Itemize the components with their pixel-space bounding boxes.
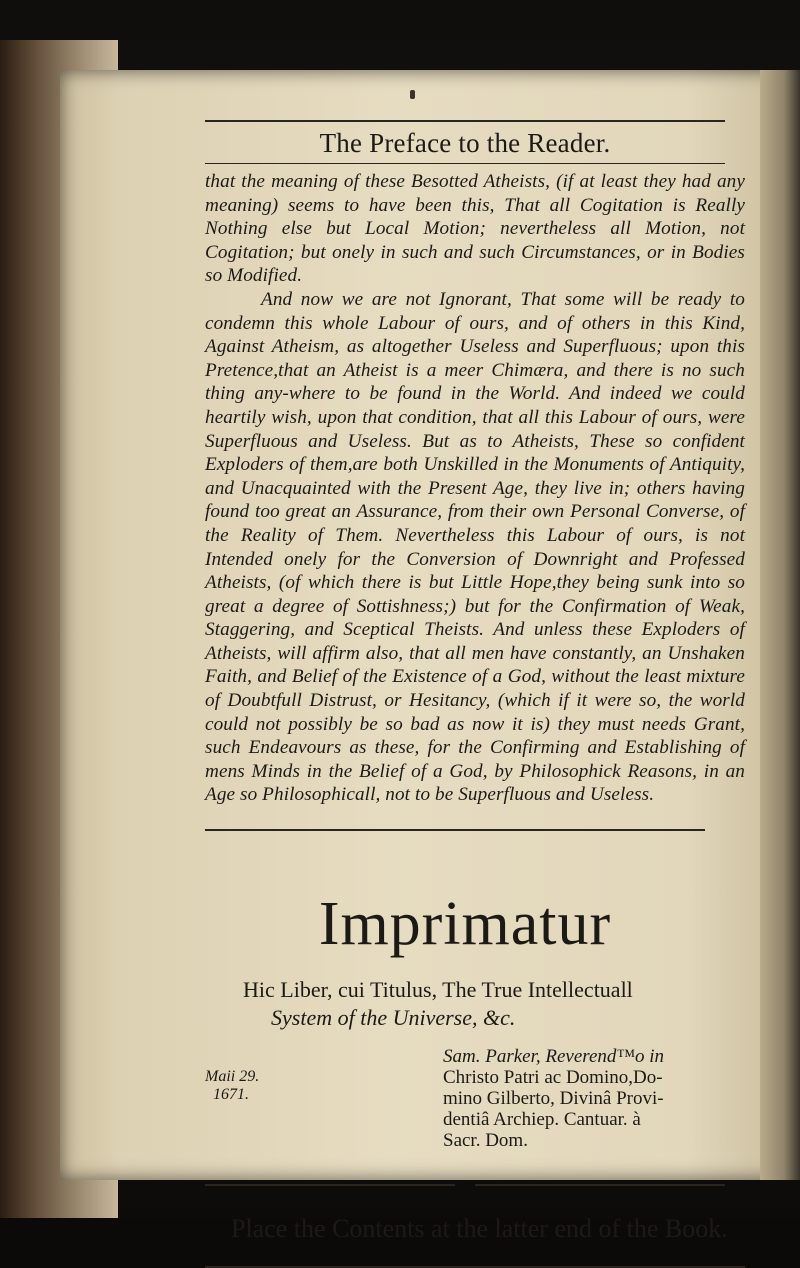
page-mark (410, 90, 415, 99)
preface-text (205, 170, 745, 807)
liber-title (243, 976, 750, 1032)
page-text (205, 120, 750, 1268)
separator-left (205, 1184, 455, 1186)
signer-line-4: dentiâ Archiep. Cantuar. à (443, 1109, 641, 1131)
page-edge (760, 70, 800, 1180)
header-rule (205, 120, 725, 122)
approval-date (205, 1068, 259, 1104)
header-rule-lower (205, 163, 725, 164)
date-line-2: 1671. (213, 1086, 249, 1104)
paragraph-main: And now we are not Ignorant, That some will be ready to condemn this whole Labour of ours, and of others in this Kind, Against Atheism, as altogether Useless and Superfluous; upon this Pretence,that an Atheist is a meer Chimæra, and there is no such thing any-where to be found in the World. And indeed we could heartily wish, upon that condition, that all this Labour of ours, were Superfluous and Useless. But as to Atheists, These so confident Exploders of them,are both Unskilled in the Monuments of Antiquity, and Unacquainted with the Present Age, they live in; others having found too great an Assurance, from their own Personal Converse, of the Reality of Them. Nevertheless this Labour of ours, is not Intended onely for the Conversion of Downright and Professed Atheists, (of which there is but Little Hope,they being sunk into so great a degree of Sottishness;) but for the Confirmation of Weak, Staggering, and Sceptical Theists. And unless these Exploders of Atheists, will affirm also, that all men have constantly, an Unshaken Faith, and Belief of the Existence of a God, without the least mixture of Doubtfull Distrust, or Hesitancy, (which if it were so, the world could not possibly be so bad as now it is) they must needs Grant, such Endeavours as these, for the Confirming and Establishing of mens Minds in the Belief of a God, by Philosophick Reasons, in an Age so Philosophicall, not to be Superfluous and Useless. (205, 288, 745, 806)
running-head: The Preface to the Reader. (319, 128, 611, 158)
imprimatur-heading: Imprimatur (318, 890, 612, 959)
section-separator (205, 829, 705, 831)
paragraph-continuation: that the meaning of these Besotted Atheists, (if at least they had any meaning) seems to have been this, That all Cogitation is Really Nothing else but Local Motion; nevertheless all Motion, not Cogitation; but onely in such and such Circumstances, or in Bodies so Modified. (205, 171, 745, 287)
date-line-1: Maii 29. (205, 1068, 260, 1086)
signer-line-1: Sam. Parker, Reverend™o in (443, 1046, 665, 1068)
liber-line-1: Hic Liber, cui Titulus, The True Intellectuall (243, 977, 633, 1003)
signer (443, 1046, 733, 1151)
footer-note: Place the Contents at the latter end of the Book. (231, 1214, 728, 1244)
signer-line-3: mino Gilberto, Divinâ Provi- (443, 1088, 664, 1110)
approval-block (205, 1046, 750, 1164)
separator-right (475, 1184, 725, 1186)
signer-line-2: Christo Patri ac Domino,Do- (443, 1067, 663, 1089)
liber-line-2: System of the Universe, &c. (271, 1005, 516, 1031)
double-separator (205, 1184, 725, 1186)
signer-line-5: Sacr. Dom. (443, 1130, 528, 1152)
